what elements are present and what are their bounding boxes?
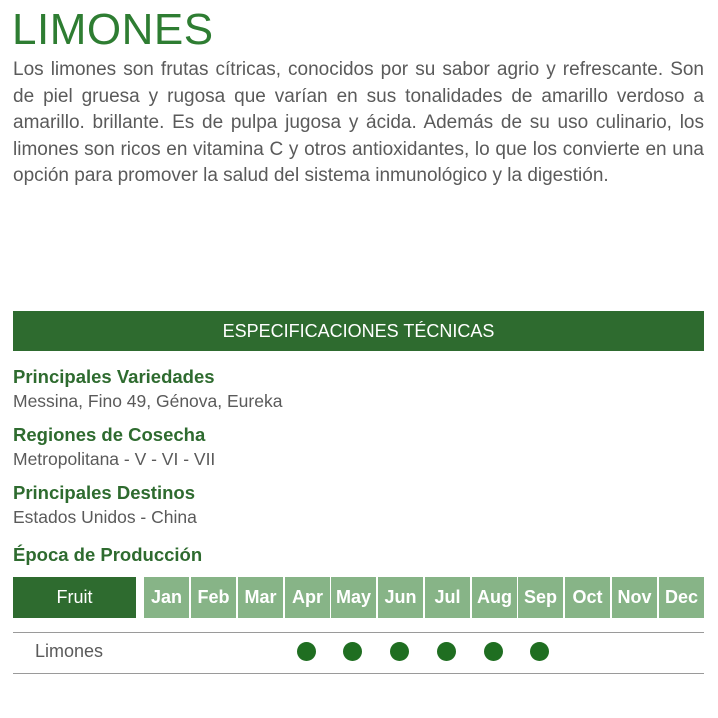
production-dot-jun <box>390 642 409 661</box>
spec-value: Metropolitana - V - VI - VII <box>13 449 216 469</box>
fruit-column-header: Fruit <box>13 577 136 618</box>
spec-label: Principales Destinos <box>13 482 195 503</box>
month-header: Oct <box>565 577 610 618</box>
month-header: May <box>331 577 376 618</box>
production-title: Época de Producción <box>13 544 203 565</box>
spec-value: Messina, Fino 49, Génova, Eureka <box>13 391 283 411</box>
month-header: Aug <box>472 577 517 618</box>
production-dot-sep <box>530 642 549 661</box>
production-dot-apr <box>297 642 316 661</box>
spec-label: Principales Variedades <box>13 366 215 387</box>
divider <box>13 632 704 633</box>
specs-header: ESPECIFICACIONES TÉCNICAS <box>13 311 704 351</box>
divider <box>13 673 704 674</box>
spec-varieties <box>13 365 282 413</box>
month-header: Apr <box>285 577 330 618</box>
month-header: Nov <box>612 577 657 618</box>
production-dot-may <box>343 642 362 661</box>
spec-value: Estados Unidos - China <box>13 507 197 527</box>
month-header: Jun <box>378 577 423 618</box>
spec-regions <box>13 423 215 471</box>
month-header: Dec <box>659 577 704 618</box>
spec-destinations <box>13 481 197 529</box>
page-title: LIMONES <box>12 5 214 54</box>
month-header: Jan <box>144 577 189 618</box>
month-header: Jul <box>425 577 470 618</box>
product-description: Los limones son frutas cítricas, conocidos por su sabor agrio y refrescante. Son de piel gruesa y rugosa que varían en sus tonalidades de amarillo verdoso a amarillo. brillante. Es de pulpa jugosa y ácida. Además de su uso culinario, los limones son ricos en vitamina C y otros antioxidantes, lo que los convierte en una opción para promover la salud del sistema inmunológico y la digestión. <box>13 59 704 186</box>
month-header: Mar <box>238 577 283 618</box>
production-dot-aug <box>484 642 503 661</box>
fruit-row-label: Limones <box>35 641 104 661</box>
calendar-header <box>0 577 718 618</box>
month-header: Sep <box>518 577 563 618</box>
month-header: Feb <box>191 577 236 618</box>
production-dot-jul <box>437 642 456 661</box>
spec-label: Regiones de Cosecha <box>13 424 206 445</box>
